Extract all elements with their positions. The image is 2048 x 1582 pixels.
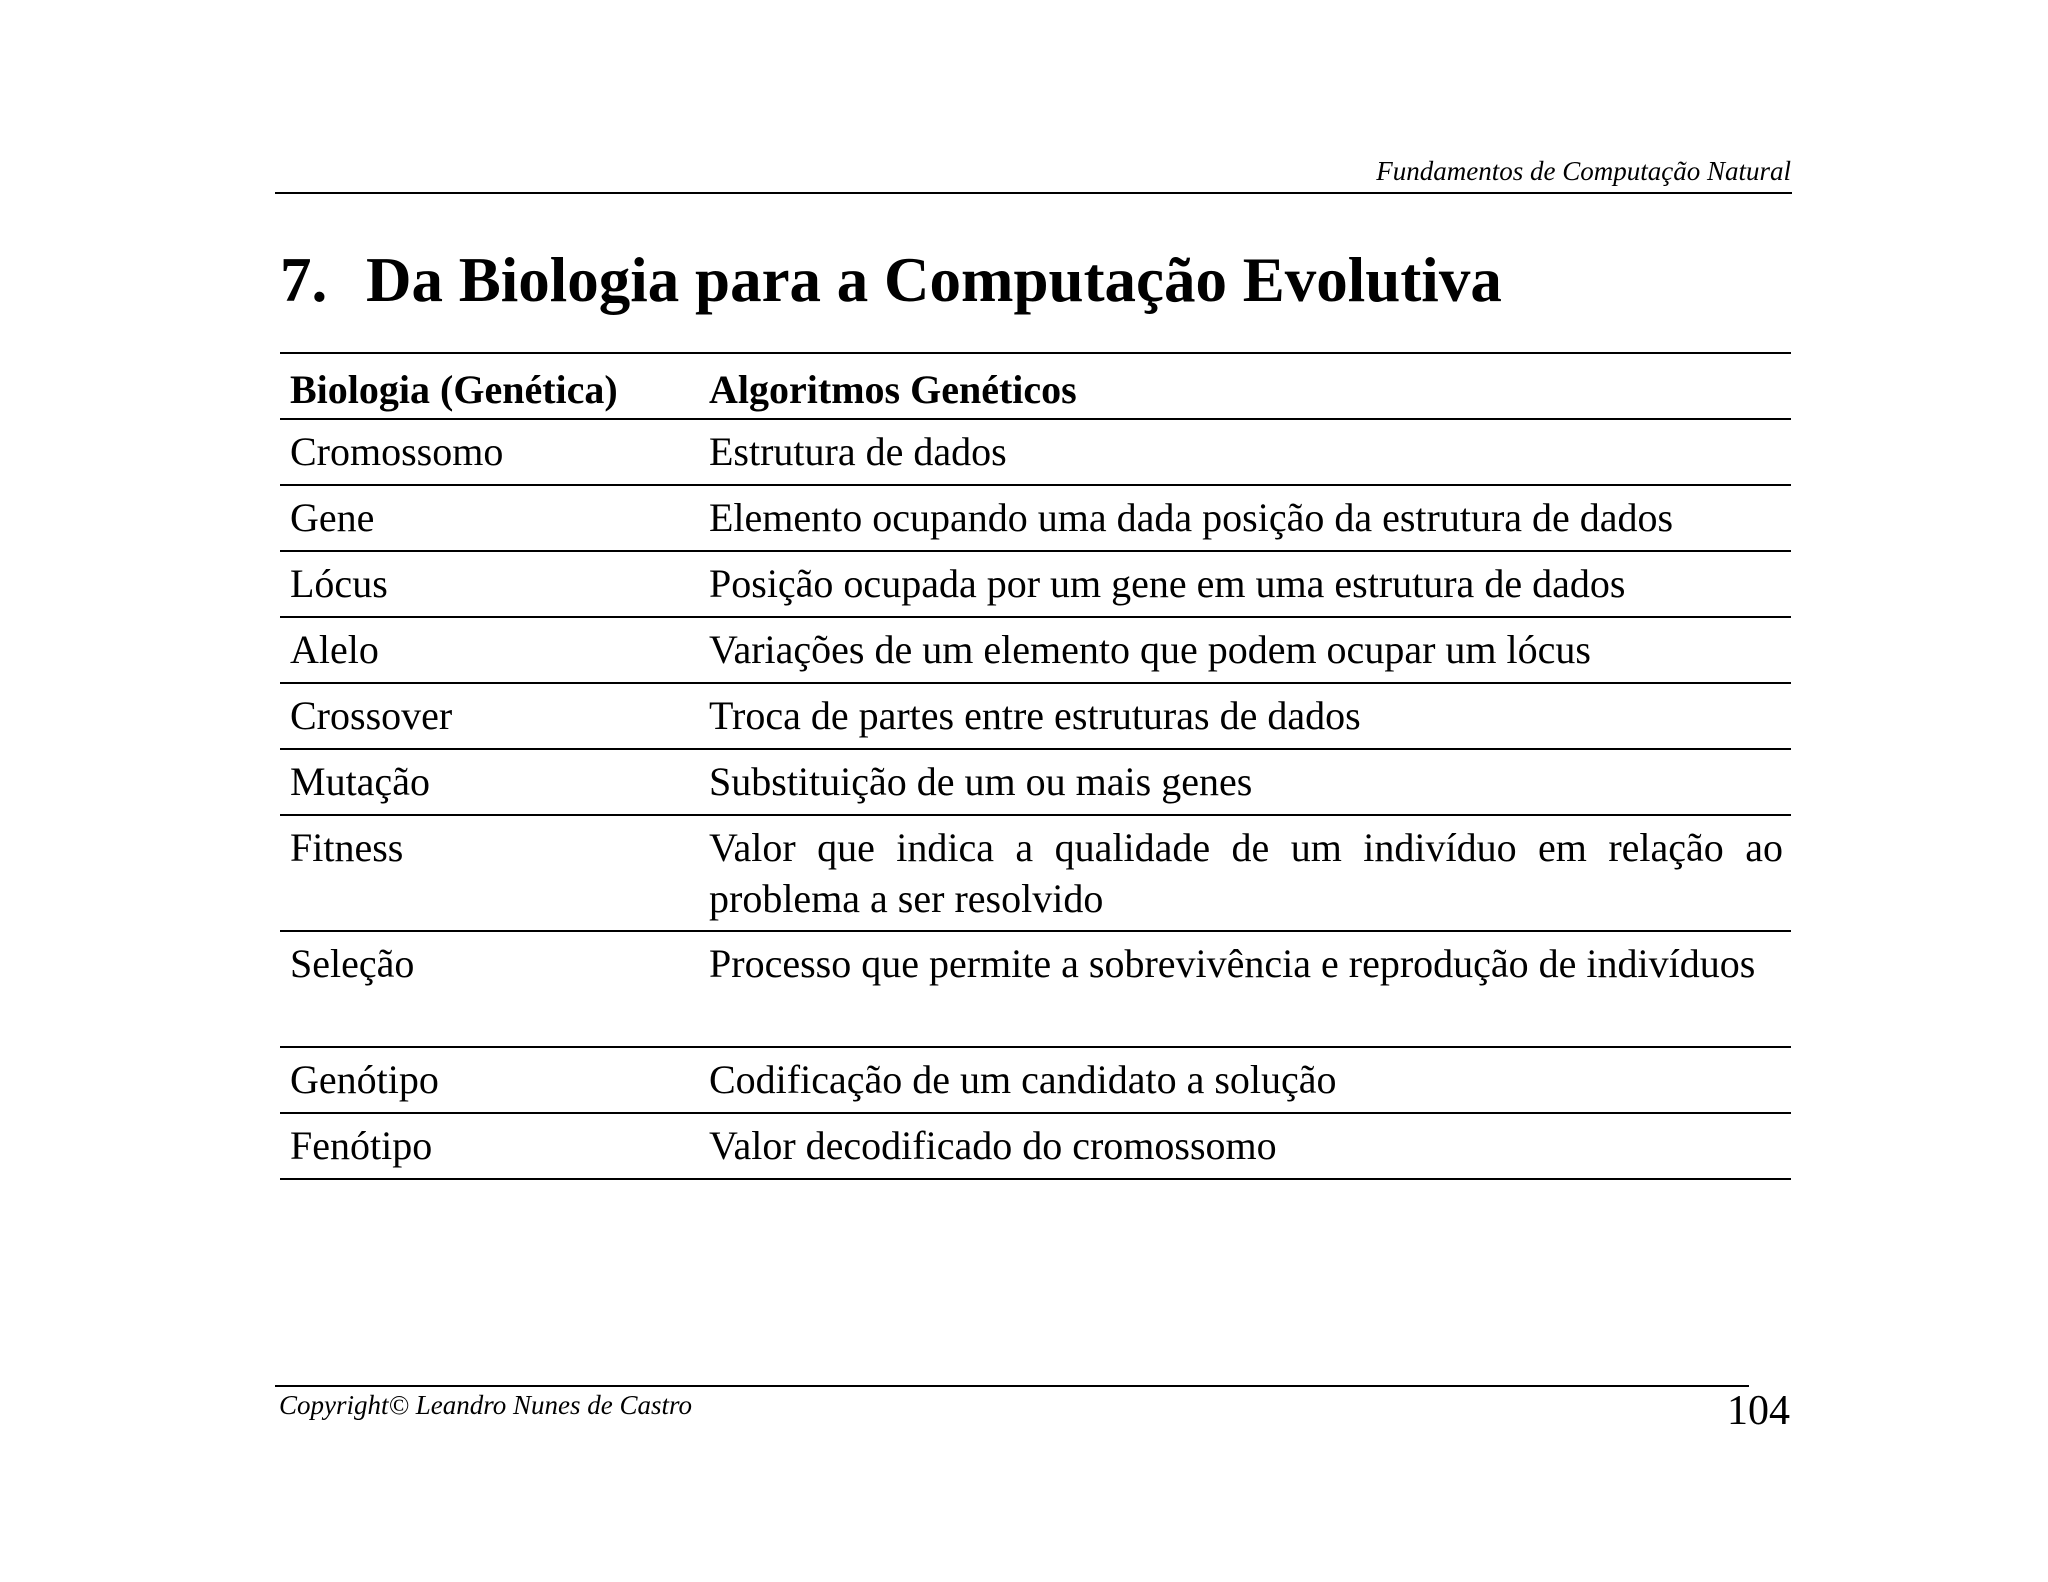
algorithm-equivalent: Troca de partes entre estruturas de dados	[709, 693, 1361, 738]
table-row	[280, 750, 1791, 816]
algorithm-equivalent: Posição ocupada por um gene em uma estrutura de dados	[709, 561, 1626, 606]
biology-term: Lócus	[290, 561, 388, 606]
biology-term: Fenótipo	[290, 1123, 433, 1168]
algorithm-equivalent: Elemento ocupando uma dada posição da estrutura de dados	[709, 495, 1674, 540]
algorithm-equivalent: Codificação de um candidato a solução	[709, 1057, 1337, 1102]
biology-term: Gene	[290, 495, 375, 540]
biology-term: Fitness	[290, 825, 404, 870]
biology-term: Mutação	[290, 759, 430, 804]
table-row	[280, 684, 1791, 750]
comparison-table	[280, 352, 1791, 1180]
running-header: Fundamentos de Computação Natural	[1376, 156, 1791, 186]
algorithm-equivalent: Substituição de um ou mais genes	[709, 759, 1253, 804]
column-header-algorithms: Algoritmos Genéticos	[709, 367, 1077, 412]
algorithm-equivalent: Estrutura de dados	[709, 429, 1007, 474]
table-row	[280, 816, 1791, 932]
algorithm-equivalent: Valor decodificado do cromossomo	[709, 1123, 1277, 1168]
biology-term: Genótipo	[290, 1057, 439, 1102]
biology-term: Seleção	[290, 941, 415, 986]
biology-term: Cromossomo	[290, 429, 504, 474]
biology-term: Alelo	[290, 627, 379, 672]
table-row	[280, 486, 1791, 552]
table-header-row	[280, 354, 1791, 420]
algorithm-equivalent: Processo que permite a sobrevivência e reprodução de indivíduos	[709, 941, 1756, 986]
biology-term: Crossover	[290, 693, 453, 738]
table-row	[280, 420, 1791, 486]
table-row	[280, 932, 1791, 1048]
table-row	[280, 552, 1791, 618]
header-rule	[275, 192, 1792, 194]
table-row	[280, 1048, 1791, 1114]
table-row	[280, 1114, 1791, 1180]
section-heading	[280, 240, 1502, 320]
column-header-biology: Biologia (Genética)	[290, 367, 618, 412]
section-number: 7.	[280, 245, 328, 315]
table-row	[280, 618, 1791, 684]
footer-rule	[275, 1385, 1749, 1387]
section-title: Da Biologia para a Computação Evolutiva	[366, 245, 1502, 315]
algorithm-equivalent: Variações de um elemento que podem ocupar um lócus	[709, 627, 1591, 672]
algorithm-equivalent: Valor que indica a qualidade de um indivíduo em relação ao problema a ser resolvido	[709, 825, 1783, 921]
page-number: 104	[1727, 1388, 1790, 1434]
copyright-notice: Copyright© Leandro Nunes de Castro	[279, 1390, 693, 1420]
